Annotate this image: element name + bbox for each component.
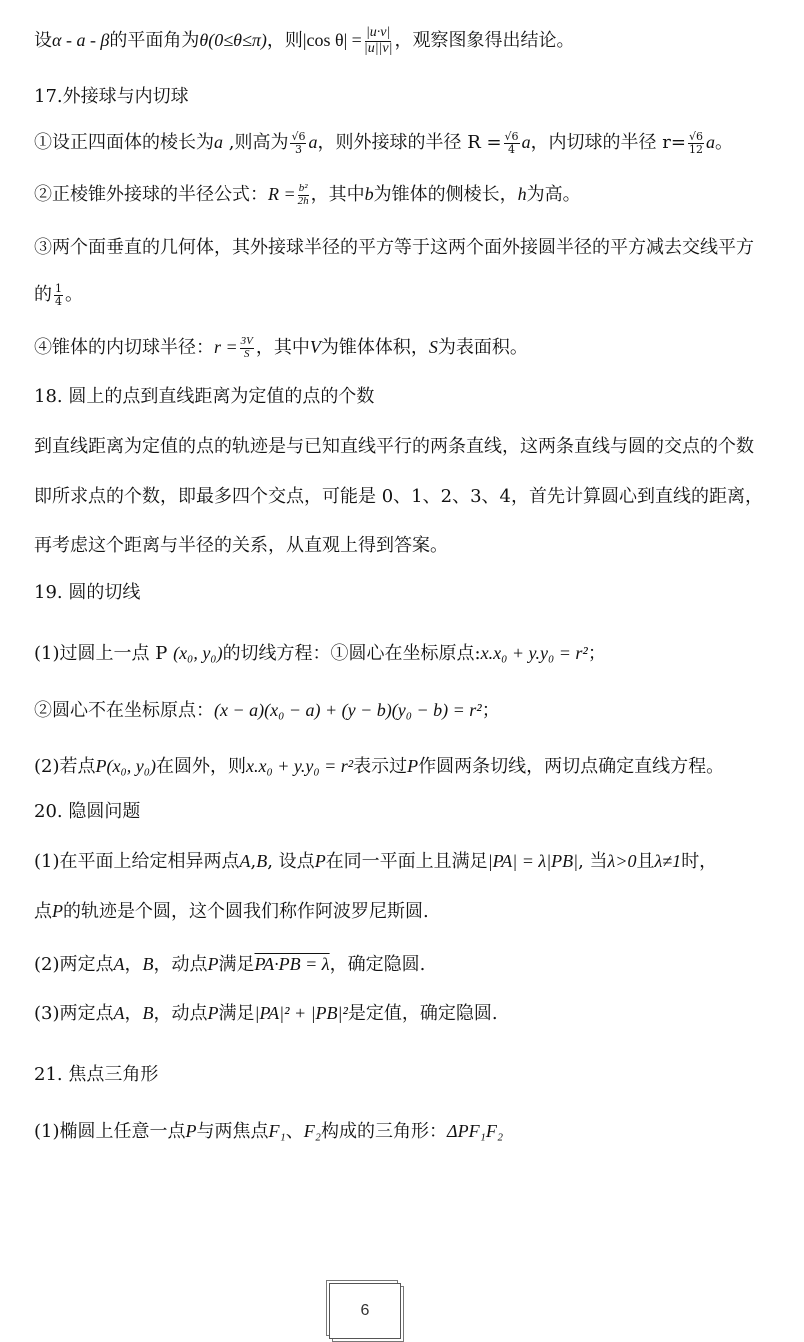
section-17-title: 17.外接球与内切球 xyxy=(34,86,189,107)
s19-line-3: (2)若点P(x₀, y₀)在圆外，则x.x₀ + y.y₀ = r²表示过P作圆两条切线，两切点确定直线方程。 xyxy=(34,756,725,777)
fraction: $\frac{\text{b²}}{2h}$ xyxy=(297,182,309,207)
s20-line-1: (1)在平面上给定相异两点A,B, 设点P在同一平面上且满足|PA| = λ|PB|, 当λ>0且λ≠1时， xyxy=(34,851,718,872)
s20-line-3: (2)两定点A，B，动点P满足PA·PB = λ，确定隐圆. xyxy=(34,954,426,975)
s20-line-4: (3)两定点A，B，动点P满足|PA|² + |PB|²是定值，确定隐圆. xyxy=(34,1003,498,1024)
text: 设 xyxy=(34,30,52,52)
s18-line-1: 到直线距离为定值的点的轨迹是与已知直线平行的两条直线，这两条直线与圆的交点的个数 xyxy=(34,436,754,457)
text: ，观察图象得出结论。 xyxy=(394,30,575,52)
section-19-title: 19. 圆的切线 xyxy=(34,582,141,603)
dihedral-angle-line xyxy=(34,26,574,56)
s17-item-3-line1: ③两个面垂直的几何体，其外接球半径的平方等于这两个面外接圆半径的平方减去交线平方 xyxy=(34,237,754,258)
section-21-title: 21. 焦点三角形 xyxy=(34,1064,159,1085)
section-20-title: 20. 隐圆问题 xyxy=(34,801,141,822)
s20-line-2: 点P的轨迹是个圆，这个圆我们称作阿波罗尼斯圆. xyxy=(34,901,429,922)
math: α - a - β xyxy=(52,30,110,51)
math: ，则|cos θ| = xyxy=(266,30,362,51)
fraction: $\frac{1}{4}$ xyxy=(55,282,62,308)
page-number xyxy=(329,1283,401,1339)
text: 的平面角为 xyxy=(109,30,200,52)
cos-fraction: $\frac{|u\cdot v|}{|u||v|}$ xyxy=(363,25,393,56)
s21-line-1: (1)椭圆上任意一点P与两焦点F₁、F₂构成的三角形：ΔPF₁F₂ xyxy=(34,1121,504,1142)
s17-item-1: ①设正四面体的棱长为a ,则高为 $\frac{√6}{3}$ a，则外接球的半径 R = $\frac{√6}{4}$ a，内切球的半径 r= $\frac{√6}{12}$ a。 xyxy=(34,130,733,156)
fraction: $\frac{3V}{S}$ xyxy=(240,335,253,360)
page-number-text: 6 xyxy=(360,1302,370,1319)
s19-line-2: ②圆心不在坐标原点：(x − a)(x₀ − a) + (y − b)(y₀ − b) = r²； xyxy=(34,700,500,721)
section-18-title: 18. 圆上的点到直线距离为定值的点的个数 xyxy=(34,386,375,407)
math: θ(0≤θ≤π) xyxy=(199,30,267,51)
fraction: $\frac{√6}{12}$ xyxy=(688,130,703,156)
s19-line-1: (1)过圆上一点 P (x₀, y₀)的切线方程：①圆心在坐标原点:x.x₀ + y.y₀ = r²； xyxy=(34,643,606,664)
s17-item-4: ④锥体的内切球半径：r = $\frac{3V}{S}$ ，其中V为锥体体积，S为表面积。 xyxy=(34,335,528,360)
fraction: $\frac{√6}{4}$ xyxy=(504,130,519,156)
s17-item-2: ②正棱锥外接球的半径公式：R = $\frac{\text{b²}}{2h}$ ，其中b为锥体的侧棱长，h为高。 xyxy=(34,182,581,207)
s17-item-3-line2: 的 $\frac{1}{4}$ 。 xyxy=(34,282,83,308)
fraction: $\frac{√6}{3}$ xyxy=(291,130,306,156)
s18-line-2: 即所求点的个数，即最多四个交点，可能是 0、1、2、3、4，首先计算圆心到直线的距离， xyxy=(34,486,763,507)
s18-line-3: 再考虑这个距离与半径的关系，从直观上得到答案。 xyxy=(34,535,448,556)
